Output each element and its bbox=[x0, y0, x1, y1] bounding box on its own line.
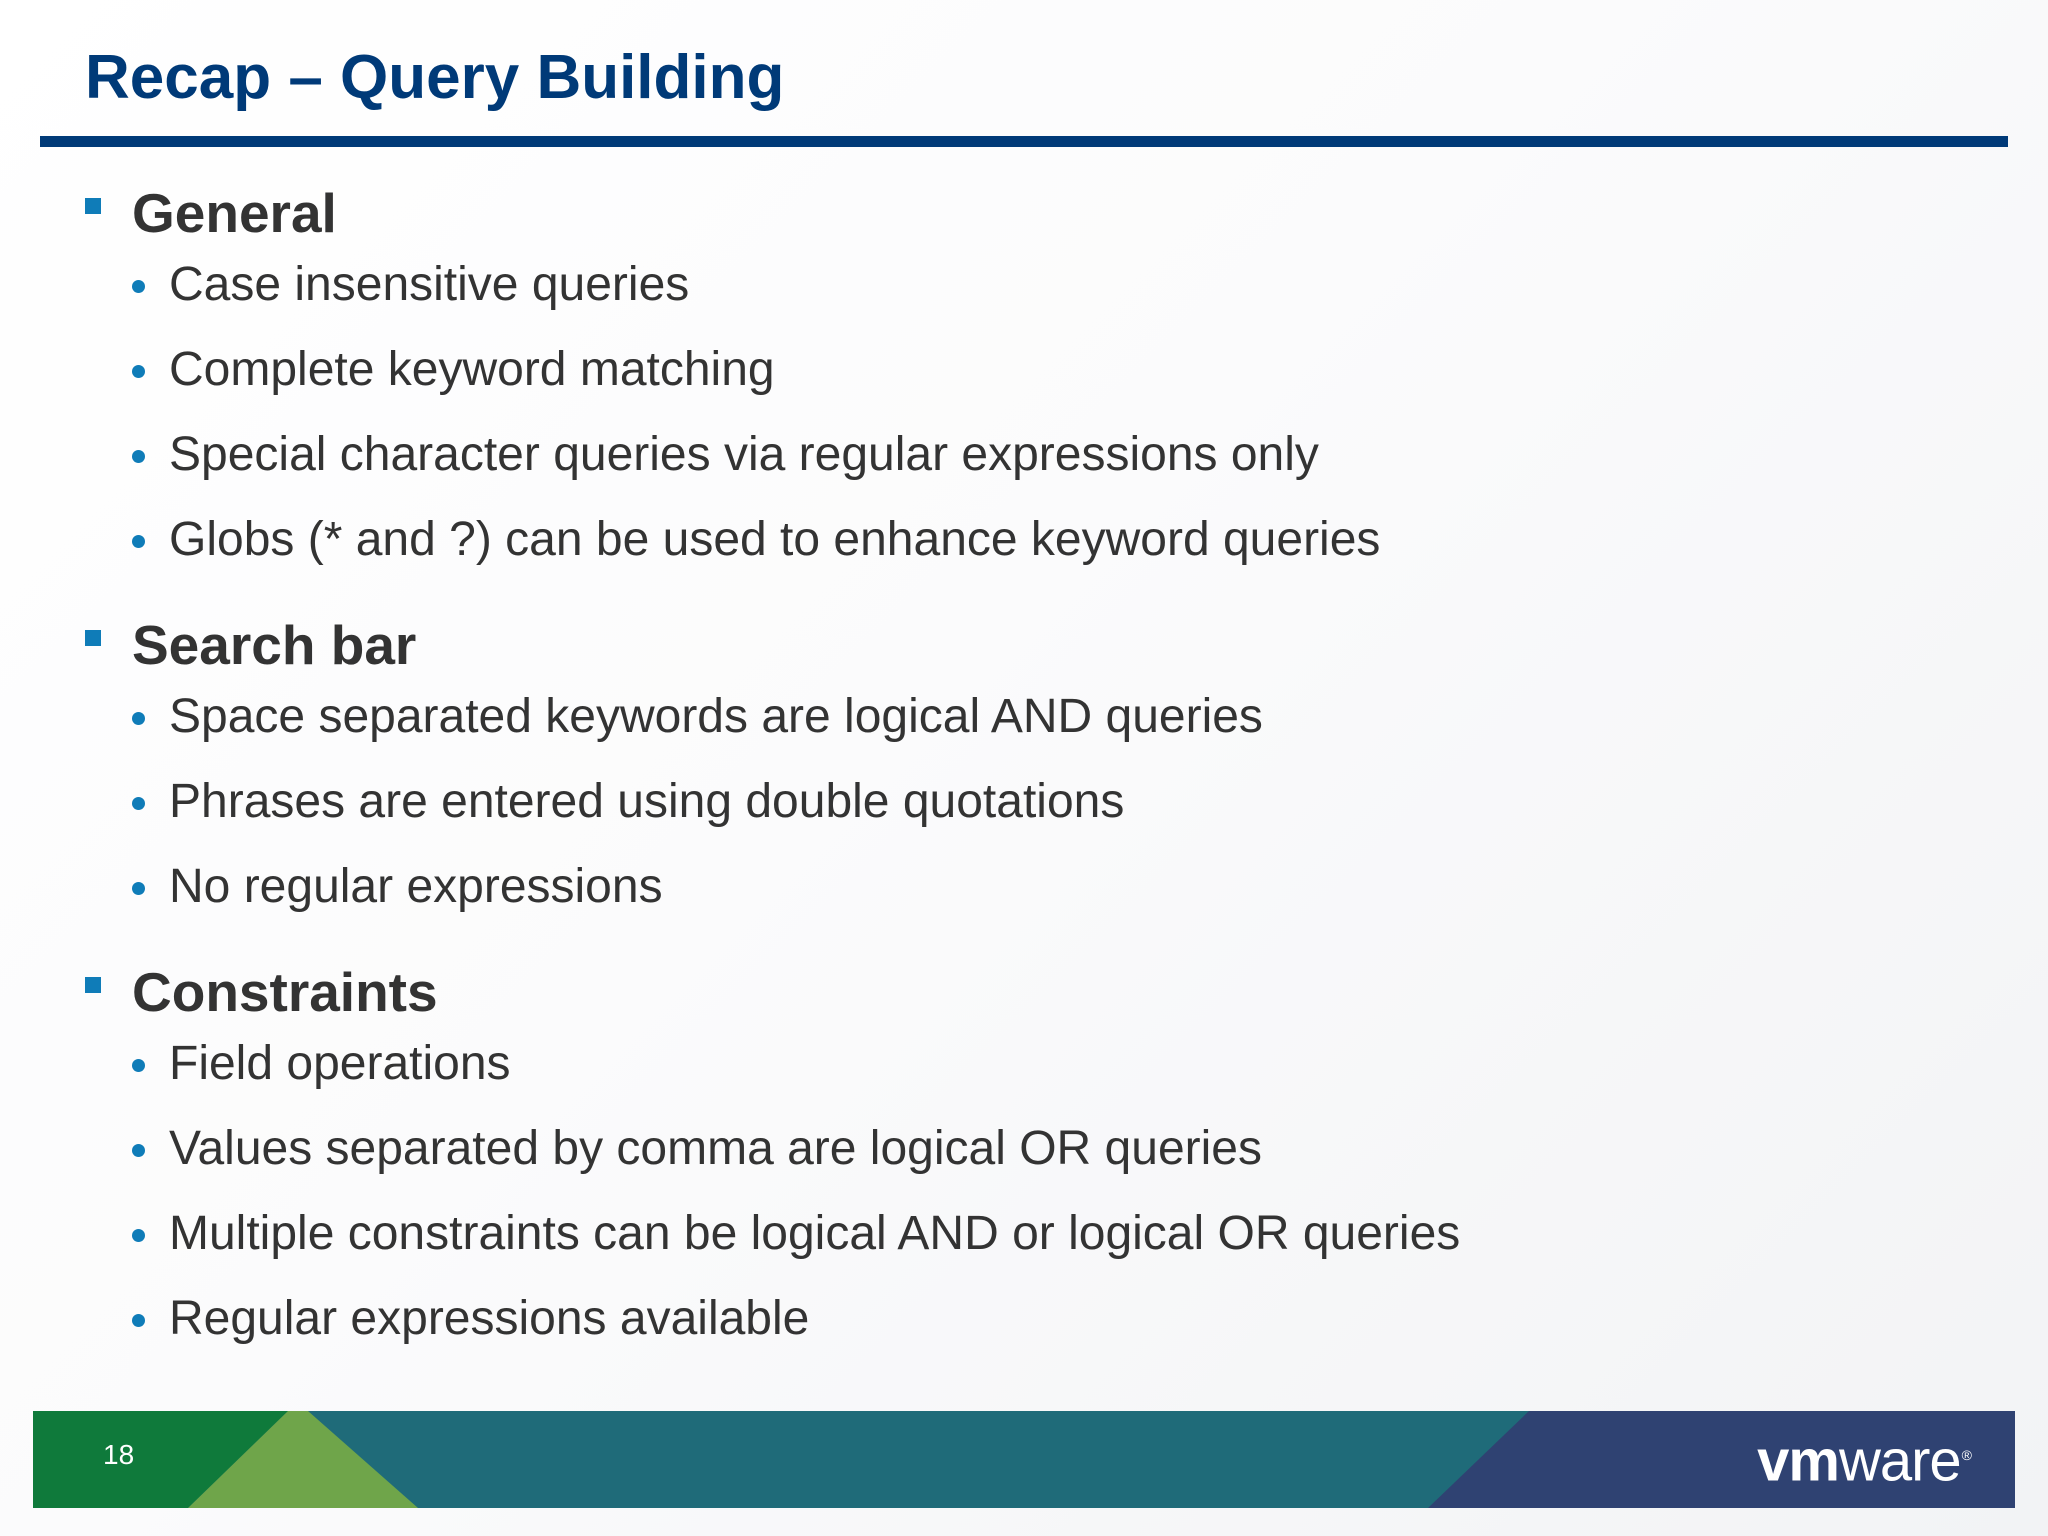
section-general bbox=[85, 178, 1885, 592]
slide-content bbox=[85, 178, 1885, 1389]
dot-bullet-icon bbox=[132, 535, 145, 548]
bullet-text: Complete keyword matching bbox=[169, 343, 775, 396]
bullet-text: No regular expressions bbox=[169, 860, 663, 913]
list-item bbox=[132, 422, 1885, 507]
square-bullet-icon bbox=[85, 198, 101, 214]
footer-graphic bbox=[33, 1411, 2015, 1508]
dot-bullet-icon bbox=[132, 1059, 145, 1072]
square-bullet-icon bbox=[85, 977, 101, 993]
slide-title: Recap – Query Building bbox=[85, 43, 785, 112]
section-title-search-bar: Search bar bbox=[132, 614, 417, 676]
list-item bbox=[132, 337, 1885, 422]
section-constraints bbox=[85, 957, 1885, 1371]
dot-bullet-icon bbox=[132, 280, 145, 293]
list-item bbox=[132, 1201, 1885, 1286]
list-item bbox=[132, 1116, 1885, 1201]
dot-bullet-icon bbox=[132, 1229, 145, 1242]
logo-vm-text: vm bbox=[1757, 1428, 1839, 1494]
section-heading-search-bar bbox=[85, 610, 1885, 684]
list-item bbox=[132, 684, 1885, 769]
list-item bbox=[132, 1031, 1885, 1116]
square-bullet-icon bbox=[85, 630, 101, 646]
dot-bullet-icon bbox=[132, 1144, 145, 1157]
section-search-bar bbox=[85, 610, 1885, 939]
bullet-text: Phrases are entered using double quotations bbox=[169, 775, 1125, 828]
dot-bullet-icon bbox=[132, 365, 145, 378]
bullet-text: Multiple constraints can be logical AND or logical OR queries bbox=[169, 1207, 1461, 1260]
dot-bullet-icon bbox=[132, 797, 145, 810]
registered-mark: ® bbox=[1961, 1447, 1971, 1463]
search-bar-bullet-list bbox=[85, 684, 1885, 939]
page-number: 18 bbox=[103, 1439, 135, 1470]
list-item bbox=[132, 507, 1885, 592]
logo-ware-text: ware bbox=[1838, 1428, 1961, 1494]
list-item bbox=[132, 854, 1885, 939]
list-item bbox=[132, 769, 1885, 854]
slide-footer bbox=[33, 1411, 2015, 1508]
title-divider bbox=[40, 136, 2008, 147]
list-item bbox=[132, 252, 1885, 337]
dot-bullet-icon bbox=[132, 450, 145, 463]
dot-bullet-icon bbox=[132, 1314, 145, 1327]
bullet-text: Case insensitive queries bbox=[169, 258, 690, 311]
dot-bullet-icon bbox=[132, 882, 145, 895]
general-bullet-list bbox=[85, 252, 1885, 592]
bullet-text: Special character queries via regular expressions only bbox=[169, 428, 1319, 481]
vmware-logo bbox=[1757, 1422, 1971, 1494]
dot-bullet-icon bbox=[132, 712, 145, 725]
section-heading-general bbox=[85, 178, 1885, 252]
bullet-text: Regular expressions available bbox=[169, 1292, 810, 1345]
section-heading-constraints bbox=[85, 957, 1885, 1031]
section-title-general: General bbox=[132, 182, 337, 244]
section-title-constraints: Constraints bbox=[132, 961, 438, 1023]
bullet-text: Values separated by comma are logical OR queries bbox=[169, 1122, 1262, 1175]
bullet-text: Field operations bbox=[169, 1037, 511, 1090]
bullet-text: Globs (* and ?) can be used to enhance keyword queries bbox=[169, 513, 1381, 566]
constraints-bullet-list bbox=[85, 1031, 1885, 1371]
bullet-text: Space separated keywords are logical AND queries bbox=[169, 690, 1263, 743]
list-item bbox=[132, 1286, 1885, 1371]
